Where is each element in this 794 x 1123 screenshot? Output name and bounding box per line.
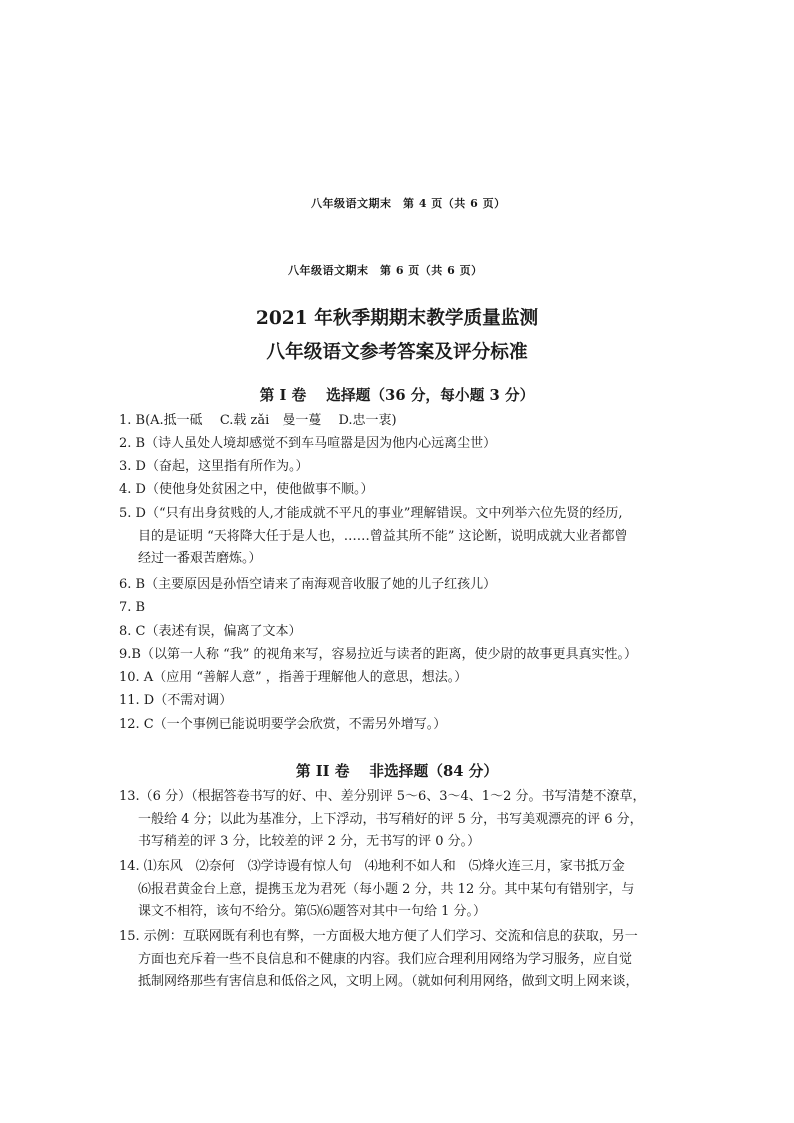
document-subtitle: 八年级语文参考答案及评分标准 xyxy=(266,341,528,363)
answer-line: 14. ⑴东风 ⑵奈何 ⑶学诗谩有惊人句 ⑷地利不如人和 ⑸烽火连三月，家书抵万金 xyxy=(119,859,625,874)
answer-line: 3. D（奋起，这里指有所作为。） xyxy=(119,459,309,474)
answer-line: 1. B(A.抵一砥 C.载 zǎi 曼一蔓 D.忠一衷) xyxy=(119,413,397,428)
answer-line: 12. C（一个事例已能说明要学会欣赏，不需另外增写。） xyxy=(119,717,447,732)
answer-line: 9.B（以第一人称 “我” 的视角来写，容易拉近与读者的距离，使少尉的故事更具真实性。） xyxy=(119,647,638,662)
answer-item xyxy=(119,926,639,994)
answer-item xyxy=(119,456,308,479)
answer-line: 课文不相符，该句不给分。第⑸⑹题答对其中一句给 1 分。） xyxy=(138,904,487,919)
answer-line: 目的是证明 “天将降大任于是人也，……曾益其所不能” 这论断，说明成就大业者都曾 xyxy=(138,528,628,544)
answer-item xyxy=(119,433,496,456)
answer-line: 15. 示例：互联网既有利也有弊，一方面极大地方便了人们学习、交流和信息的获取，另一 xyxy=(119,929,638,944)
answer-item xyxy=(119,690,232,713)
answer-item xyxy=(119,410,397,433)
answer-item xyxy=(119,503,628,571)
answer-line: 10. A（应用 “善解人意” ，指善于理解他人的意思，想法。） xyxy=(119,670,468,685)
answer-line: 2. B（诗人虽处人境却感觉不到车马喧嚣是因为他内心远离尘世） xyxy=(119,436,497,451)
answer-item xyxy=(119,856,634,924)
answer-line: 5. D（“只有出身贫贱的人,才能成就不平凡的事业”理解错误。文中列举六位先贤的经历, xyxy=(119,506,623,521)
answer-line: 抵制网络那些有害信息和低俗之风，文明上网。（就如何利用网络，做到文明上网来谈， xyxy=(138,974,639,989)
section-heading-non-choice: 第 II 卷 非选择题（84 分） xyxy=(295,763,499,780)
answer-line: 4. D（使他身处贫困之中，使他做事不顺。） xyxy=(119,482,374,497)
answer-item xyxy=(119,597,145,620)
answer-item xyxy=(119,479,373,502)
answer-item xyxy=(119,786,645,854)
section-heading-choice: 第 I 卷 选择题（36 分，每小题 3 分） xyxy=(259,387,535,404)
page-footer-top: 八年级语文期末 第 4 页（共 6 页） xyxy=(311,197,506,210)
answer-line: 书写稍差的评 3 分，比较差的评 2 分，无书写的评 0 分。） xyxy=(138,834,481,849)
answer-line: 7. B xyxy=(119,600,146,615)
answer-line: 一般给 4 分；以此为基准分，上下浮动，书写稍好的评 5 分，书写美观漂亮的评 6 分， xyxy=(138,811,643,827)
answer-item xyxy=(119,714,446,737)
document-title: 2021 年秋季期期末教学质量监测 xyxy=(255,307,539,329)
answer-line: 13.（6 分）（根据答卷书写的好、中、差分别评 5～6、3～4、1～2 分。书写清楚不潦草， xyxy=(119,789,646,804)
answer-item xyxy=(119,667,467,690)
page-footer-second: 八年级语文期末 第 6 页（共 6 页） xyxy=(288,264,483,277)
answer-line: 经过一番艰苦磨炼。） xyxy=(138,551,262,566)
answer-item xyxy=(119,574,496,597)
answer-line: ⑹报君黄金台上意，提携玉龙为君死（每小题 2 分，共 12 分。其中某句有错别字，与 xyxy=(138,881,635,897)
answer-item xyxy=(119,621,301,644)
answer-line: 6. B（主要原因是孙悟空请来了南海观音收服了她的儿子红孩儿） xyxy=(119,577,497,592)
answer-line: 方面也充斥着一些不良信息和不健康的内容。我们应合理利用网络为学习服务，应自觉 xyxy=(138,951,633,967)
answer-line: 11. D（不需对调） xyxy=(119,693,233,708)
answer-item xyxy=(119,644,637,667)
answer-line: 8. C（表述有误，偏离了文本） xyxy=(119,624,302,639)
